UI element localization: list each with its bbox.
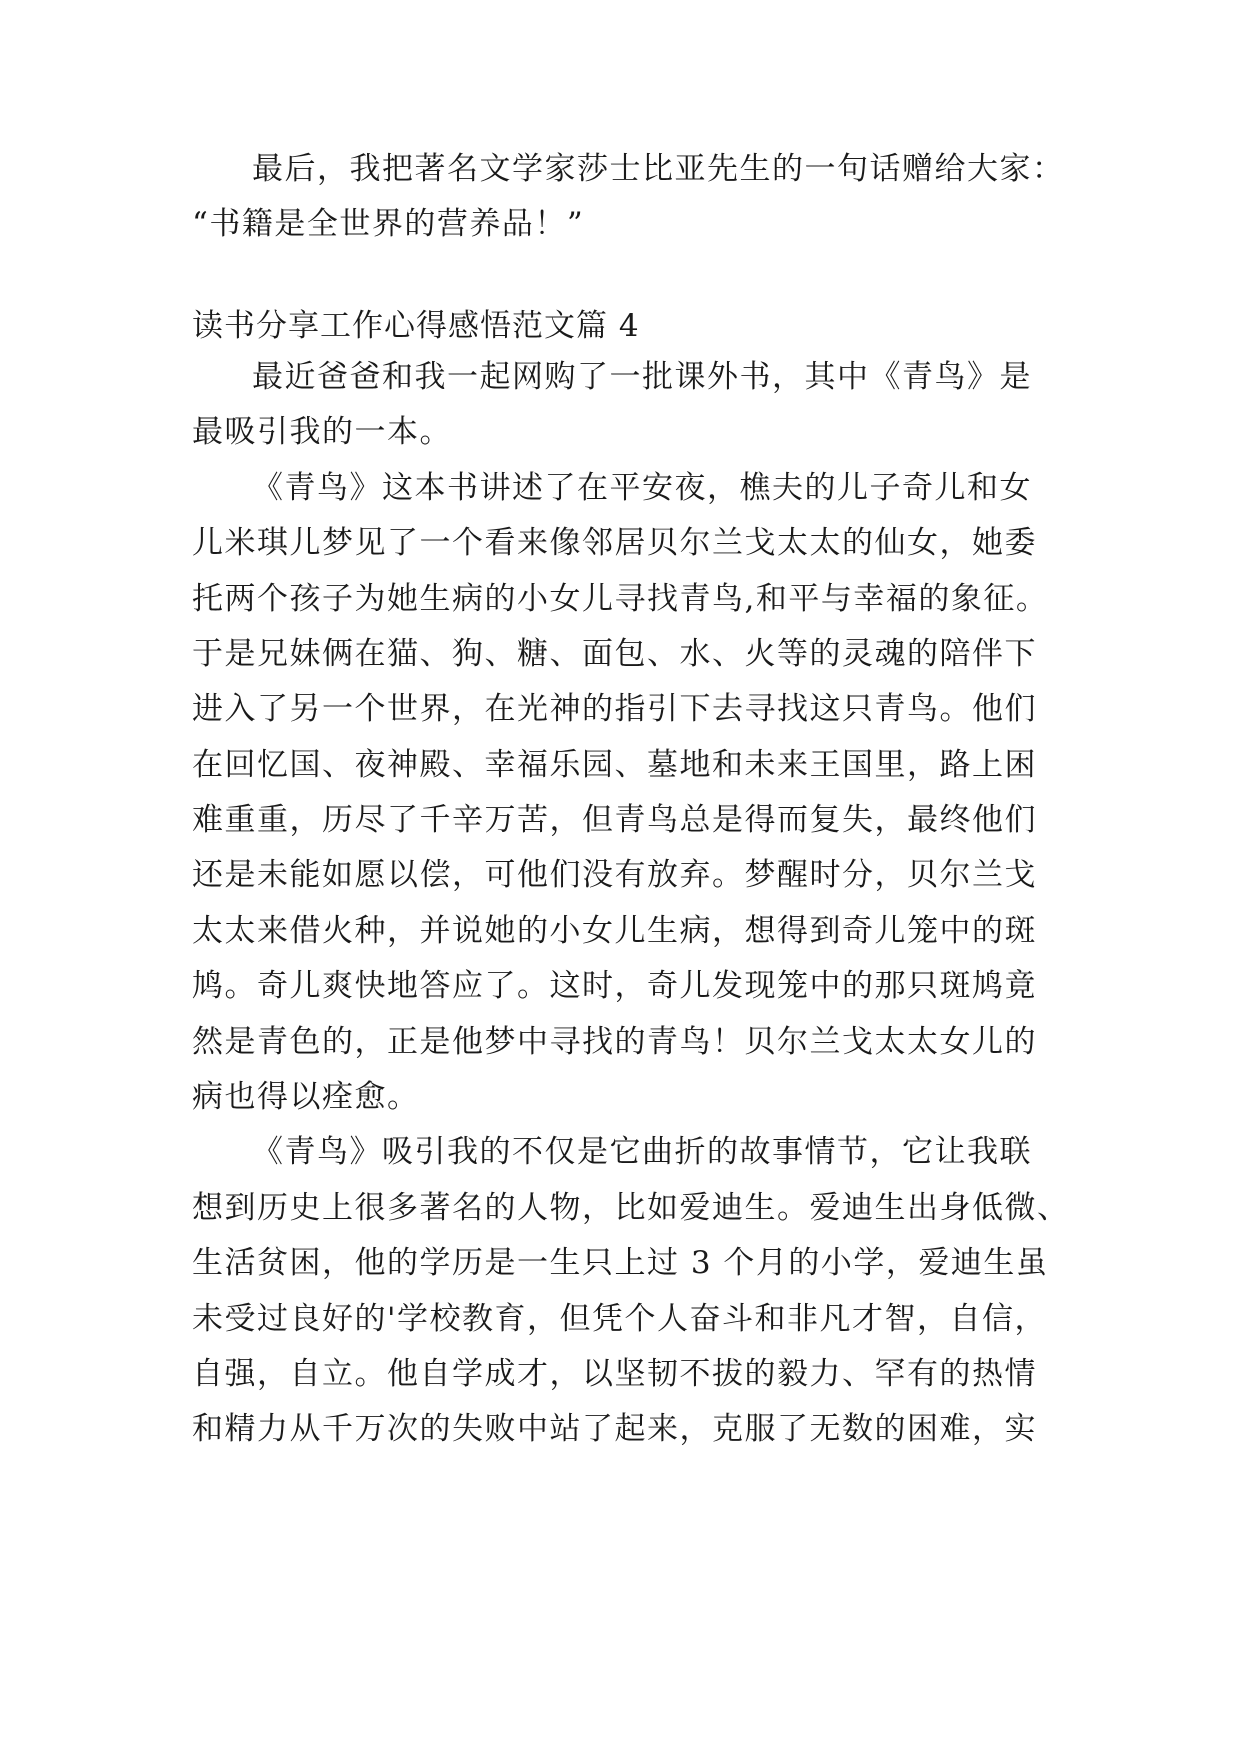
- intro-line-1: 最后，我把著名文学家莎士比亚先生的一句话赠给大家：: [252, 151, 1065, 187]
- paragraph-2-line-7: 难重重，历尽了千辛万苦，但青鸟总是得而复失，最终他们: [192, 802, 1037, 838]
- paragraph-3-line-4: 未受过良好的'学校教育，但凭个人奋斗和非凡才智，自信，: [192, 1301, 1048, 1337]
- paragraph-2-line-11: 然是青色的，正是他梦中寻找的青鸟！贝尔兰戈太太女儿的: [192, 1024, 1037, 1060]
- paragraph-2-line-9: 太太来借火种，并说她的小女儿生病，想得到奇儿笼中的斑: [192, 913, 1037, 949]
- section-title: 读书分享工作心得感悟范文篇 4: [192, 308, 640, 344]
- paragraph-2-line-3: 托两个孩子为她生病的小女儿寻找青鸟,和平与幸福的象征。: [192, 581, 1049, 617]
- paragraph-3-line-5: 自强，自立。他自学成才，以坚韧不拔的毅力、罕有的热情: [192, 1356, 1037, 1392]
- paragraph-3-line-1: 《青鸟》吸引我的不仅是它曲折的故事情节，它让我联: [252, 1134, 1032, 1170]
- intro-line-2: “书籍是全世界的营养品！”: [192, 206, 585, 242]
- paragraph-1-line-1: 最近爸爸和我一起网购了一批课外书，其中《青鸟》是: [252, 359, 1032, 395]
- paragraph-3-line-6: 和精力从千万次的失败中站了起来，克服了无数的困难，实: [192, 1411, 1037, 1447]
- paragraph-1-line-2: 最吸引我的一本。: [192, 414, 452, 450]
- paragraph-2-line-4: 于是兄妹俩在猫、狗、糖、面包、水、火等的灵魂的陪伴下: [192, 636, 1037, 672]
- paragraph-2-line-2: 儿米琪儿梦见了一个看来像邻居贝尔兰戈太太的仙女，她委: [192, 525, 1037, 561]
- paragraph-2-line-1: 《青鸟》这本书讲述了在平安夜，樵夫的儿子奇儿和女: [252, 470, 1032, 506]
- paragraph-2-line-5: 进入了另一个世界，在光神的指引下去寻找这只青鸟。他们: [192, 691, 1037, 727]
- paragraph-2-line-12: 病也得以痊愈。: [192, 1079, 420, 1115]
- paragraph-2-line-6: 在回忆国、夜神殿、幸福乐园、墓地和未来王国里，路上困: [192, 747, 1037, 783]
- paragraph-2-line-8: 还是未能如愿以偿，可他们没有放弃。梦醒时分，贝尔兰戈: [192, 857, 1037, 893]
- paragraph-3-line-3: 生活贫困，他的学历是一生只上过 3 个月的小学，爱迪生虽: [192, 1245, 1049, 1281]
- paragraph-3-line-2: 想到历史上很多著名的人物，比如爱迪生。爱迪生出身低微、: [192, 1190, 1070, 1226]
- paragraph-2-line-10: 鸠。奇儿爽快地答应了。这时，奇儿发现笼中的那只斑鸠竟: [192, 968, 1037, 1004]
